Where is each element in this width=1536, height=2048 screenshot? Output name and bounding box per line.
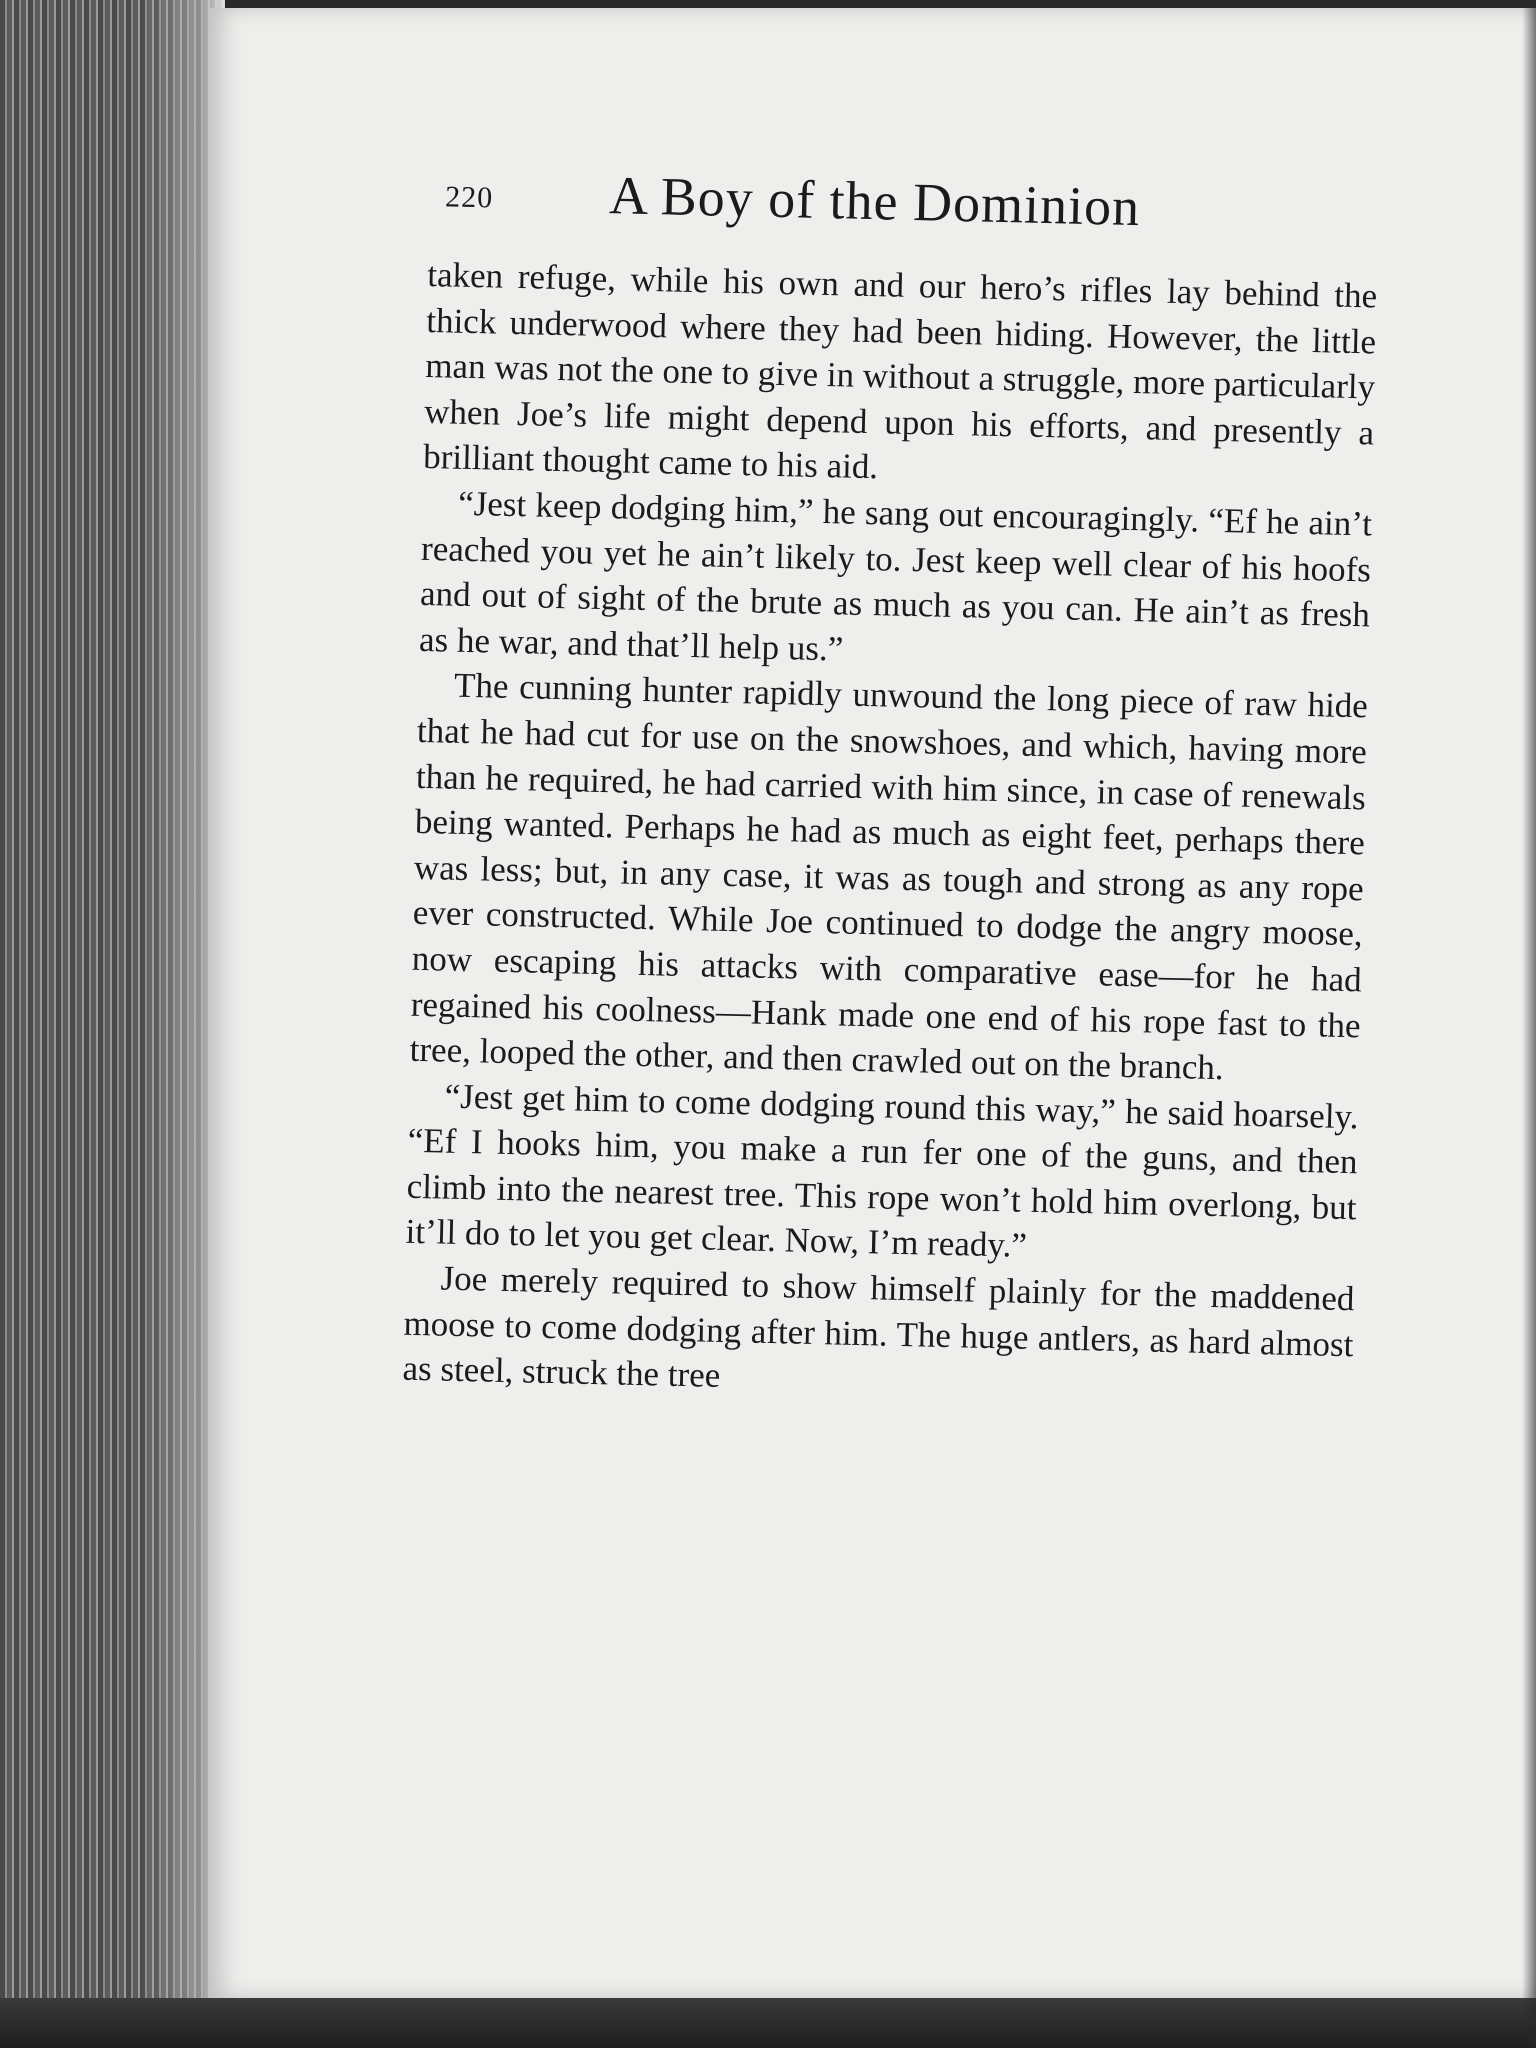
right-edge-shadow: [1522, 0, 1536, 2048]
paragraph-1: taken refuge, while his own and our hero’s rifles lay behind the thick underwood where they had been hiding. However, the little man was not the one to give in without a struggle, more particularly when Joe’s life might depend upon his efforts, and presently a brilliant thought came to his aid.: [422, 254, 1378, 487]
paragraph-5: Joe merely required to show himself plainly for the maddened moose to come dodging after him. The huge antlers, as hard almost as steel, struck the tree: [402, 1258, 1355, 1396]
paragraph-4: “Jest get him to come dodging round this way,” he said hoarsely. “Ef I hooks him, you make a run fer one of the guns, and then climb into the nearest tree. This rope won’t hold him overlong, but it’ll do to let you get clear. Now, I’m ready.”: [405, 1076, 1359, 1266]
book-title: A Boy of the Dominion: [608, 165, 1141, 238]
page-number: 220: [444, 180, 494, 215]
body-text: [402, 252, 1378, 1413]
page-content: [402, 160, 1380, 1413]
paragraph-2: “Jest keep dodging him,” he sang out encouragingly. “Ef he ain’t reached you yet he ain’t likely to. Jest keep well clear of his hoofs and out of sight of the brute as much as you can. He ain’t as fresh as he war, and that’ll help us.”: [418, 483, 1373, 669]
bottom-shadow: [0, 1998, 1536, 2048]
paragraph-3: The cunning hunter rapidly unwound the long piece of raw hide that he had cut for use on the snowshoes, and which, having more than he required, he had carried with him since, in case of renewals being wanted. Perhaps he had as much as eight feet, perhaps there was less; but, in any case, it was as tough and strong as any rope ever constructed. While Joe continued to dodge the angry moose, now escaping his attacks with comparative ease—for he had regained his coolness—Hank made one end of his rope fast to the tree, looped the other, and then crawled out on the branch.: [409, 666, 1369, 1088]
